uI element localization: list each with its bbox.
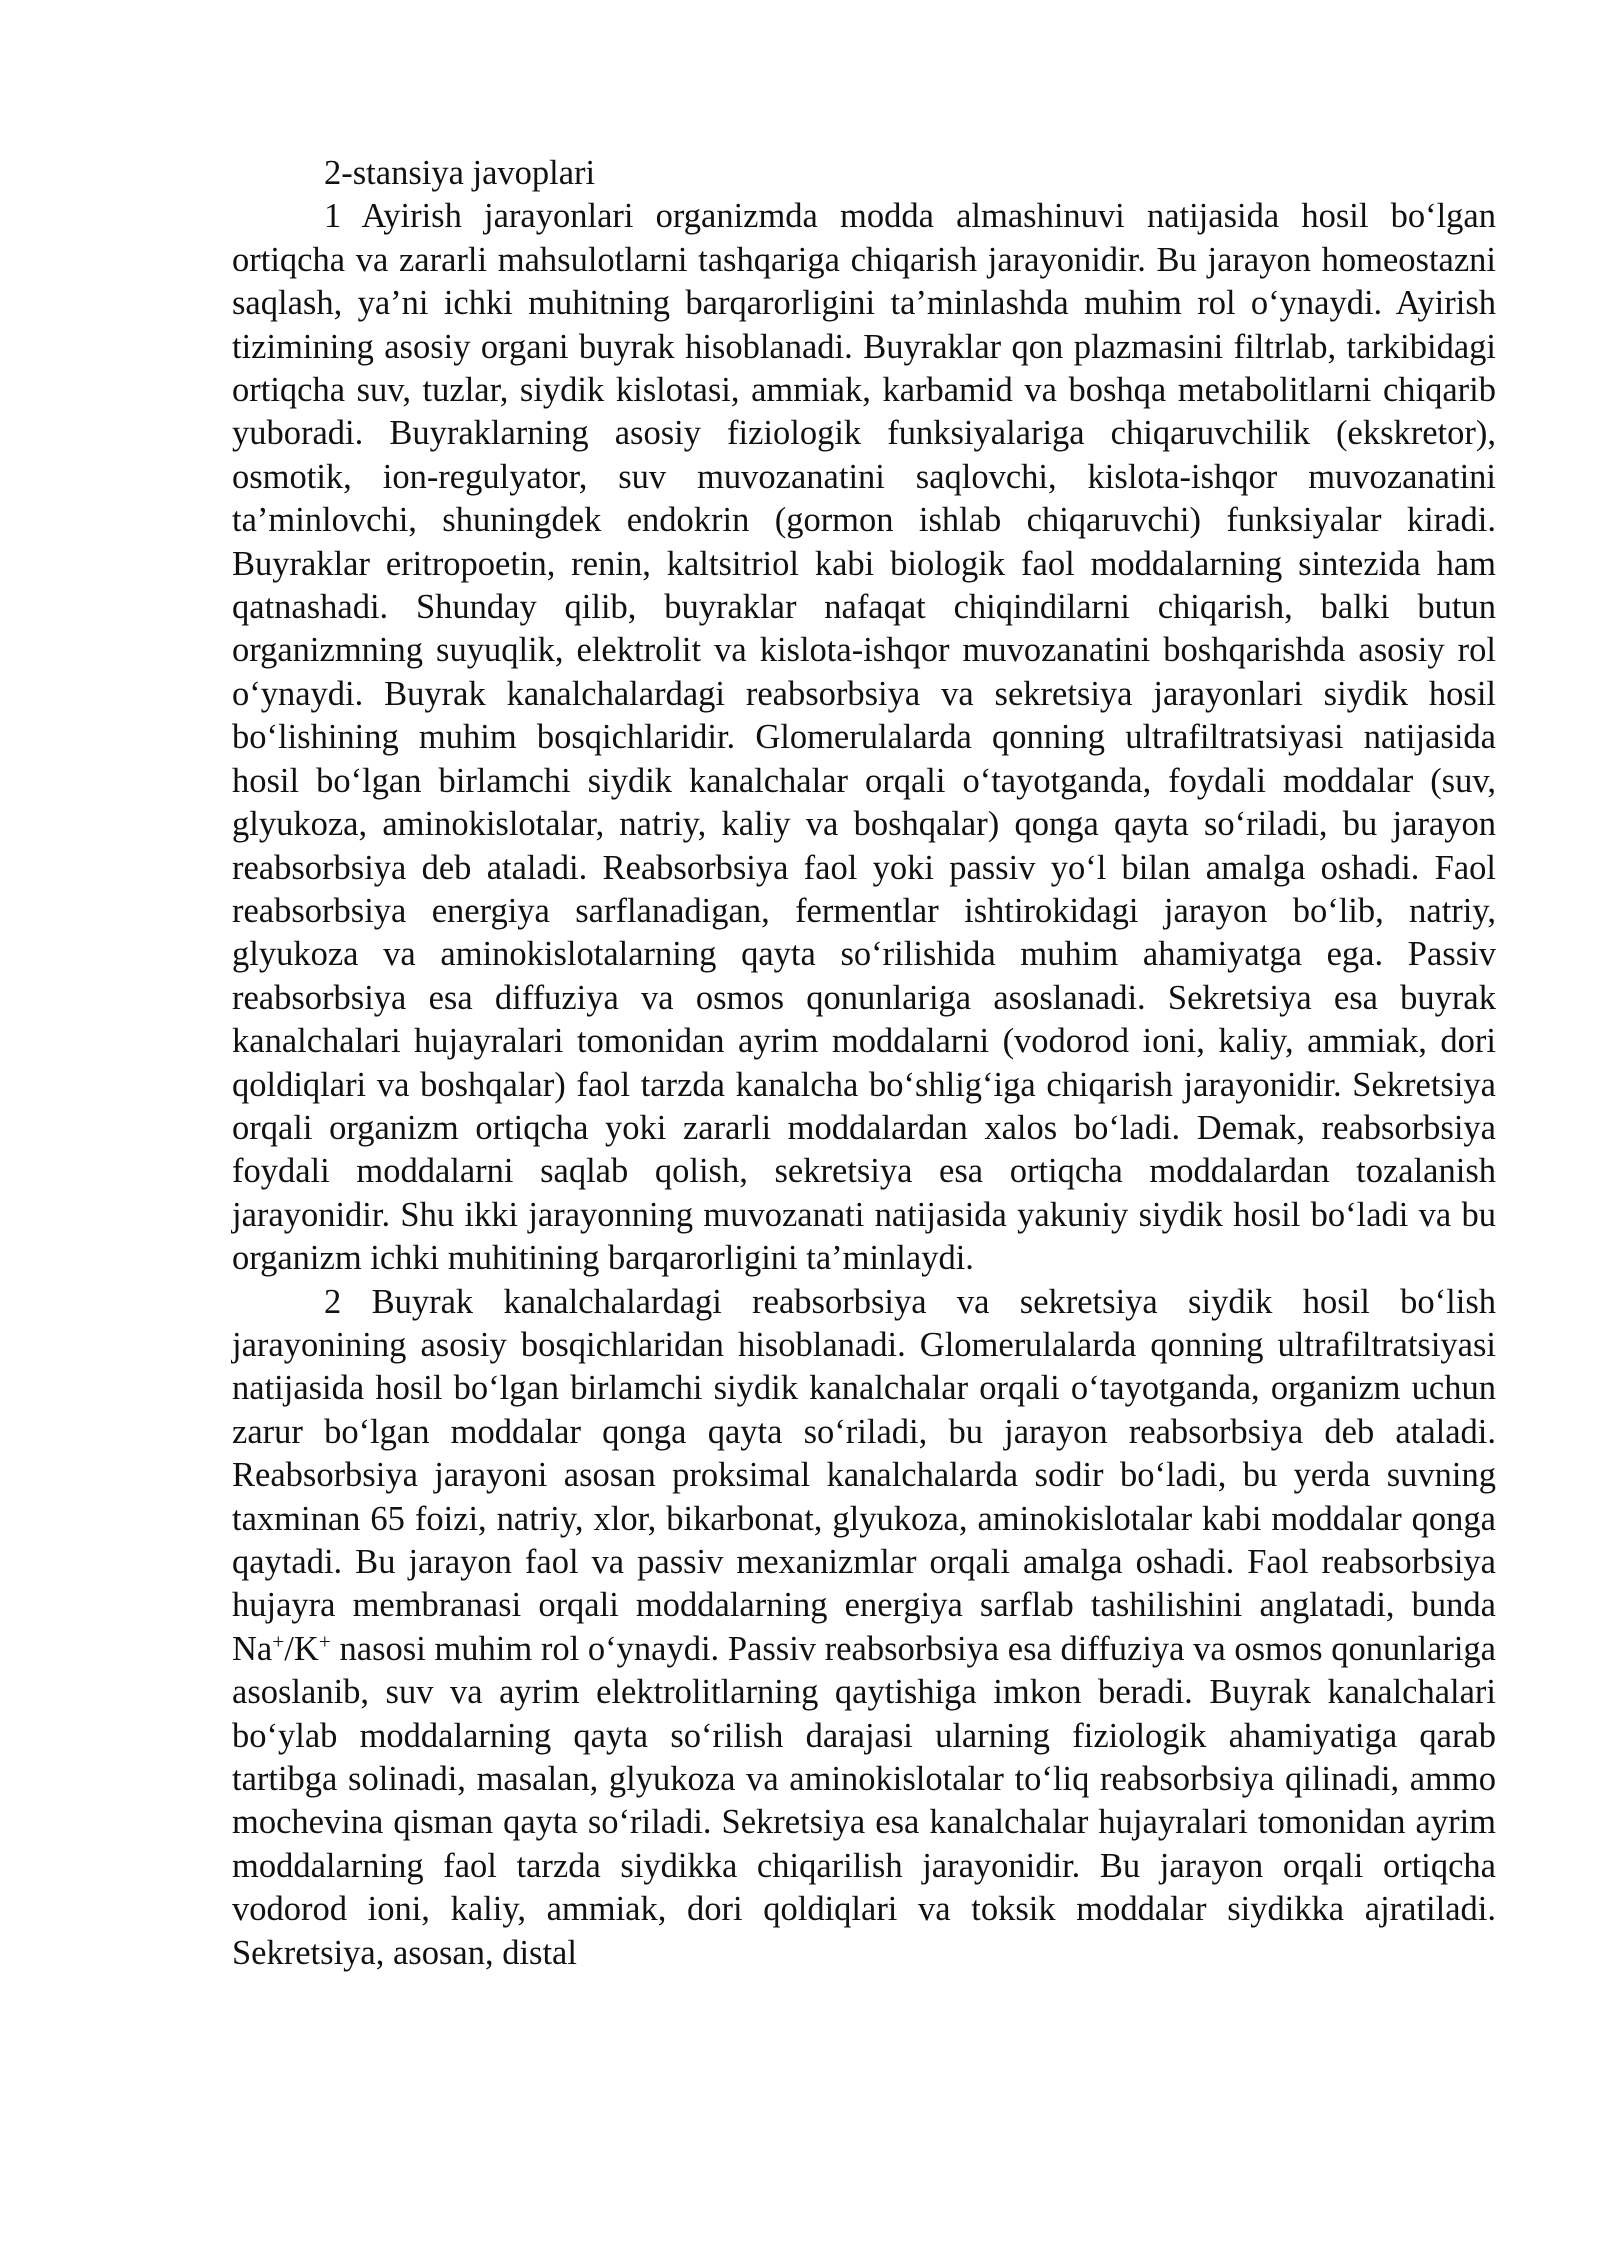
paragraph-2-text-start: 2 Buyrak kanalchalardagi reabsorbsiya va sekretsiya siydik hosil bo‘lish jarayonining asosiy bosqichlaridan hisoblanadi. Glomerulalarda qonning ultrafiltratsiyasi natijasida hosil bo‘lgan birlamchi siydik kanalchalar orqali o‘tayotganda, organizm uchun zarur bo‘lgan moddalar qonga qayta so‘riladi, bu jarayon reabsorbsiya deb ataladi. Reabsorbsiya jarayoni asosan proksimal kanalchalarda sodir bo‘ladi, bu yerda suvning taxminan 65 foizi, natriy, xlor, bikarbonat, glyukoza, aminokislotalar kabi moddalar qonga qaytadi. Bu jarayon faol va passiv mexanizmlar orqali amalga oshadi. Faol reabsorbsiya hujayra membranasi orqali moddalarning energiya sarflab tashilishini anglatadi, bunda Na <box>232 1282 1496 1668</box>
paragraph-2-text-end: nasosi muhim rol o‘ynaydi. Passiv reabsorbsiya esa diffuziya va osmos qonunlariga asoslanib, suv va ayrim elektrolitlarning qaytishiga imkon beradi. Buyrak kanalchalari bo‘ylab moddalarning qayta so‘rilish darajasi ularning fiziologik ahamiyatiga qarab tartibga solinadi, masalan, glyukoza va aminokislotalar to‘liq reabsorbsiya qilinadi, ammo mochevina qisman qayta so‘riladi. Sekretsiya esa kanalchalar hujayralari tomonidan ayrim moddalarning faol tarzda siydikka chiqarilish jarayonidir. Bu jarayon orqali ortiqcha vodorod ioni, kaliy, ammiak, dori qoldiqlari va toksik moddalar siydikka ajratiladi. Sekretsiya, asosan, distal <box>232 1629 1496 1972</box>
potassium-symbol: /K <box>284 1629 319 1668</box>
answer-paragraph-2 <box>232 1281 1496 1976</box>
potassium-charge-superscript: + <box>318 1629 331 1654</box>
sodium-charge-superscript: + <box>272 1629 285 1654</box>
answer-paragraph-1: 1 Ayirish jarayonlari organizmda modda almashinuvi natijasida hosil bo‘lgan ortiqcha va zararli mahsulotlarni tashqariga chiqarish jarayonidir. Bu jarayon homeostazni saqlash, ya’ni ichki muhitning barqarorligini ta’minlashda muhim rol o‘ynaydi. Ayirish tizimining asosiy organi buyrak hisoblanadi. Buyraklar qon plazmasini filtrlab, tarkibidagi ortiqcha suv, tuzlar, siydik kislotasi, ammiak, karbamid va boshqa metabolitlarni chiqarib yuboradi. Buyraklarning asosiy fiziologik funksiyalariga chiqaruvchilik (ekskretor), osmotik, ion-regulyator, suv muvozanatini saqlovchi, kislota-ishqor muvozanatini ta’minlovchi, shuningdek endokrin (gormon ishlab chiqaruvchi) funksiyalar kiradi. Buyraklar eritropoetin, renin, kaltsitriol kabi biologik faol moddalarning sintezida ham qatnashadi. Shunday qilib, buyraklar nafaqat chiqindilarni chiqarish, balki butun organizmning suyuqlik, elektrolit va kislota-ishqor muvozanatini boshqarishda asosiy rol o‘ynaydi. Buyrak kanalchalardagi reabsorbsiya va sekretsiya jarayonlari siydik hosil bo‘lishining muhim bosqichlaridir. Glomerulalarda qonning ultrafiltratsiyasi natijasida hosil bo‘lgan birlamchi siydik kanalchalar orqali o‘tayotganda, foydali moddalar (suv, glyukoza, aminokislotalar, natriy, kaliy va boshqalar) qonga qayta so‘riladi, bu jarayon reabsorbsiya deb ataladi. Reabsorbsiya faol yoki passiv yo‘l bilan amalga oshadi. Faol reabsorbsiya energiya sarflanadigan, fermentlar ishtirokidagi jarayon bo‘lib, natriy, glyukoza va aminokislotalarning qayta so‘rilishida muhim ahamiyatga ega. Passiv reabsorbsiya esa diffuziya va osmos qonunlariga asoslanadi. Sekretsiya esa buyrak kanalchalari hujayralari tomonidan ayrim moddalarni (vodorod ioni, kaliy, ammiak, dori qoldiqlari va boshqalar) faol tarzda kanalcha bo‘shlig‘iga chiqarish jarayonidir. Sekretsiya orqali organizm ortiqcha yoki zararli moddalardan xalos bo‘ladi. Demak, reabsorbsiya foydali moddalarni saqlab qolish, sekretsiya esa ortiqcha moddalardan tozalanish jarayonidir. Shu ikki jarayonning muvozanati natijasida yakuniy siydik hosil bo‘ladi va bu organizm ichki muhitining barqarorligini ta’minlaydi. <box>232 197 1496 1278</box>
document-page <box>232 152 1496 1975</box>
section-heading: 2-stansiya javoplari <box>324 154 596 192</box>
